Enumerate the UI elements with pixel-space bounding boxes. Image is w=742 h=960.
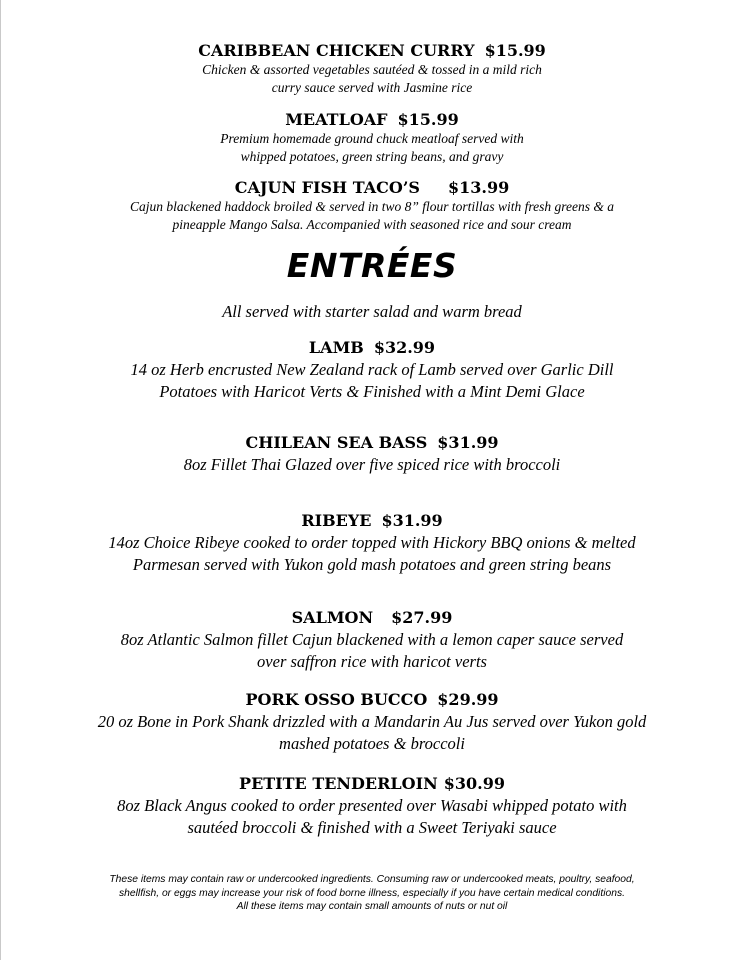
menu-item-ribeye: [1, 510, 742, 576]
item-price: $27.99: [391, 608, 453, 627]
item-description: 14 oz Herb encrusted New Zealand rack of Lamb served over Garlic Dill Potatoes with Haricot Verts & Finished with a Mint Demi Glace: [130, 360, 614, 401]
item-name: RIBEYE: [301, 511, 372, 530]
item-description: Cajun blackened haddock broiled & served in two 8” flour tortillas with fresh greens & a pineapple Mango Salsa. Accompanied with seasoned rice and sour cream: [129, 199, 615, 232]
item-price: $31.99: [437, 433, 499, 452]
menu-item-caribbean-chicken-curry: [1, 41, 742, 96]
section-heading: ENTRÉES: [286, 246, 458, 285]
item-title: [1, 178, 742, 198]
item-title: [1, 432, 742, 454]
item-description: Chicken & assorted vegetables sautéed & tossed in a mild rich curry sauce served with Jasmine rice: [202, 62, 542, 95]
menu-item-cajun-fish-tacos: [1, 178, 742, 233]
item-name: CARIBBEAN CHICKEN CURRY: [198, 41, 475, 60]
item-description: 14oz Choice Ribeye cooked to order topped with Hickory BBQ onions & melted Parmesan served with Yukon gold mash potatoes and green string beans: [108, 533, 636, 574]
item-price: $31.99: [381, 511, 443, 530]
disclaimer-line: These items may contain raw or undercooked ingredients. Consuming raw or undercooked meats, poultry, seafood,: [109, 874, 635, 885]
item-price: $30.99: [443, 774, 505, 793]
item-description: 8oz Fillet Thai Glazed over five spiced rice with broccoli: [183, 455, 561, 474]
item-name: LAMB: [308, 338, 364, 357]
item-name: CAJUN FISH TACO’S: [234, 178, 420, 197]
menu-item-pork-osso-bucco: [1, 689, 742, 755]
section-subheading: All served with starter salad and warm bread: [222, 302, 522, 321]
item-price: $32.99: [373, 338, 436, 357]
item-description: Premium homemade ground chuck meatloaf served with whipped potatoes, green string beans, and gravy: [220, 131, 524, 164]
menu-item-salmon: [1, 607, 742, 673]
menu-item-chilean-sea-bass: [1, 432, 742, 476]
item-title: [1, 607, 742, 629]
item-title: [1, 110, 742, 130]
item-price: $15.99: [484, 41, 546, 60]
item-price: $15.99: [397, 110, 459, 129]
item-description: 20 oz Bone in Pork Shank drizzled with a Mandarin Au Jus served over Yukon gold mashed potatoes & broccoli: [97, 712, 647, 753]
item-price: $13.99: [447, 178, 510, 197]
item-title: [1, 689, 742, 711]
item-title: [1, 773, 742, 795]
item-description: 8oz Black Angus cooked to order presented over Wasabi whipped potato with sautéed broccoli & finished with a Sweet Teriyaki sauce: [117, 796, 627, 837]
item-title: [1, 337, 742, 359]
menu-item-lamb: [1, 337, 742, 403]
disclaimer-line: shellfish, or eggs may increase your risk of food borne illness, especially if you have certain medical conditions.: [119, 887, 625, 899]
menu-item-meatloaf: [1, 110, 742, 165]
item-description: 8oz Atlantic Salmon fillet Cajun blackened with a lemon caper sauce served over saffron rice with haricot verts: [120, 630, 624, 671]
item-title: [1, 41, 742, 61]
item-name: PETITE TENDERLOIN: [239, 774, 438, 793]
allergy-disclaimer: [31, 873, 713, 914]
item-name: PORK OSSO BUCCO: [245, 690, 428, 709]
item-name: SALMON: [291, 608, 374, 627]
item-name: CHILEAN SEA BASS: [245, 433, 428, 452]
item-title: [1, 510, 742, 532]
item-price: $29.99: [437, 690, 499, 709]
item-name: MEATLOAF: [285, 110, 388, 129]
menu-item-petite-tenderloin: [1, 773, 742, 839]
disclaimer-line: All these items may contain small amounts of nuts or nut oil: [236, 901, 508, 912]
